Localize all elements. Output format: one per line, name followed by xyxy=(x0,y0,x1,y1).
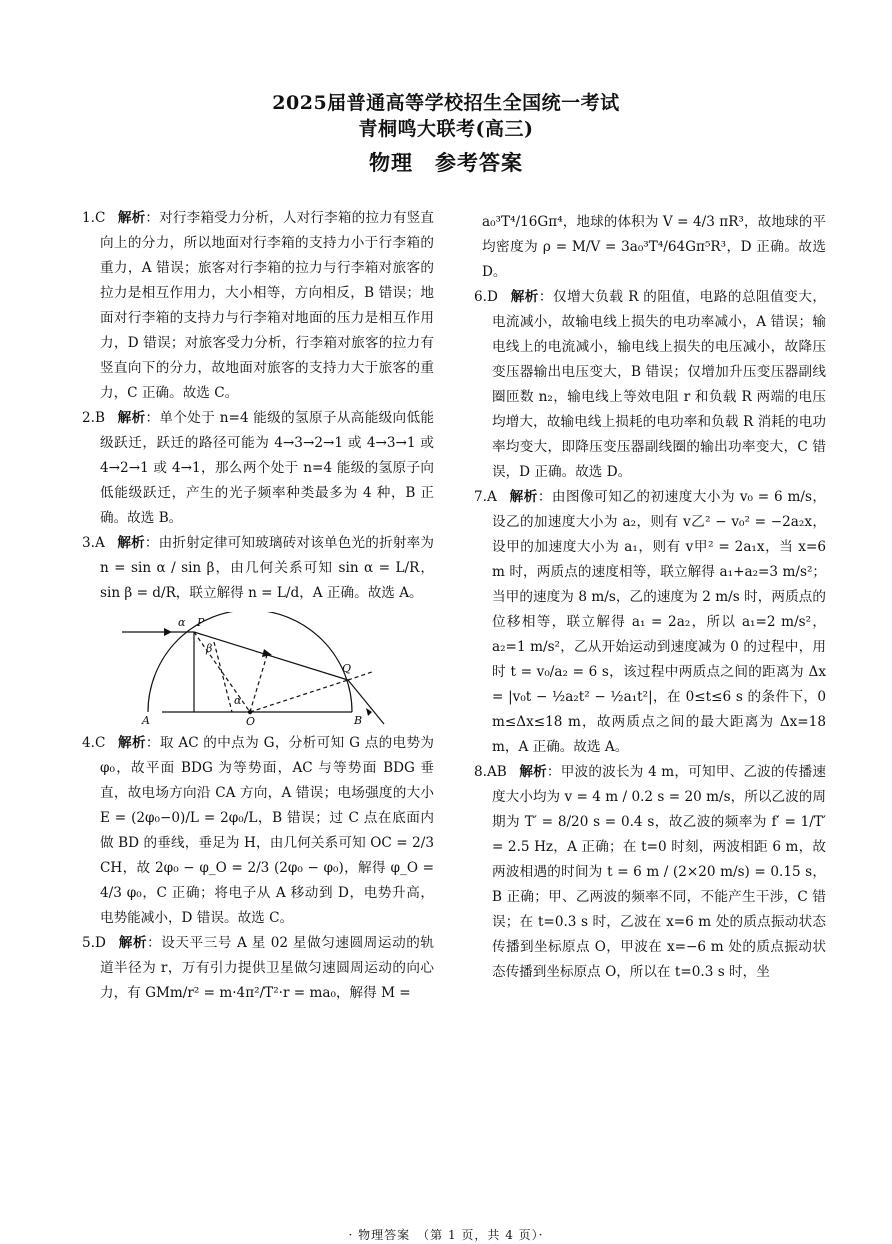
analysis-label: 解析 xyxy=(519,764,547,780)
label-q: Q xyxy=(342,662,352,675)
analysis-label: 解析 xyxy=(118,935,148,951)
arrow-head xyxy=(366,708,372,716)
answer-number: 1.C xyxy=(82,210,106,226)
answer-3 xyxy=(82,531,434,606)
answer-text: ：甲波的波长为 4 m，可知甲、乙波的传播速度大小均为 v = 4 m / 0.2 s = 20 m/s，所以乙波的周期为 T′ = 8/20 s = 0.4 s，故乙波的频率为 f′ = 1/T′ = 2.5 Hz，A 正确；在 t=0 时刻，两波相距 6 m，故两波相遇的时间为 t = 6 m / (2×20 m/s) = 0.15 s，B 正确；甲、乙两波的频率不同，不能产生干涉，C 错误；在 t=0.3 s 时，乙波在 x=6 m 处的质点振动状态传播到坐标原点 O，甲波在 x=−6 m 处的质点振动状态传播到坐标原点 O，所以在 t=0.3 s 时，坐 xyxy=(492,764,826,980)
answer-text: ：取 AC 的中点为 G，分析可知 G 点的电势为 φ₀，故平面 BDG 为等势面，AC 与等势面 BDG 垂直，故电场方向沿 CA 方向，A 错误；电场强度的大小 E = (2φ₀−0)/L = 2φ₀/L，B 错误；过 C 点在底面内做 BD 的垂线，垂足为 H，由几何关系可知 OC = 2/3 CH，故 2φ₀ − φ_O = 2/3 (2φ₀ − φ₀)，解得 φ_O = 4/3 φ₀，C 正确；将电子从 A 移动到 D，电势升高，电势能减小，D 错误。故选 C。 xyxy=(100,735,435,926)
answer-text: ：设天平三号 A 星 02 星做匀速圆周运动的轨道半径为 r，万有引力提供卫星做匀速圆周运动的向心力，有 GMm/r² = m·4π²/T²·r = ma₀，解得 M = xyxy=(100,935,435,1001)
answer-number: 5.D xyxy=(82,935,106,951)
document-header xyxy=(0,90,892,180)
answer-text: ：由图像可知乙的初速度大小为 v₀ = 6 m/s，设乙的加速度大小为 a₂，则有 v乙² − v₀² = −2a₂x，设甲的加速度大小为 a₁，则有 v甲² = 2a₁x，当 x=6 m 时，两质点的速度相等，联立解得 a₁+a₂=3 m/s²；当甲的速度为 8 m/s，乙的速度为 2 m/s 时，两质点的位移相等，联立解得 a₁ = 2a₂，所以 a₁=2 m/s²，a₂=1 m/s²，乙从开始运动到速度减为 0 的过程中，用时 t = v₀/a₂ = 6 s，该过程中两质点之间的距离为 Δx = |v₀t − ½a₂t² − ½a₁t²|，在 0≤t≤6 s 的条件下，0 m≤Δx≤18 m，故两质点之间的最大距离为 Δx=18 m，A 正确。故选 A。 xyxy=(492,489,827,755)
answer-number: 8.AB xyxy=(474,764,507,780)
label-beta: β xyxy=(206,642,213,655)
label-b: B xyxy=(354,714,363,727)
answer-number: 4.C xyxy=(82,735,106,751)
answer-text: ：对行李箱受力分析，人对行李箱的拉力有竖直向上的分力，所以地面对行李箱的支持力小于行李箱的重力，A 错误；旅客对行李箱的拉力与行李箱对旅客的拉力是相互作用力，大小相等，方向相反，B 错误；地面对行李箱的支持力与行李箱对地面的压力是相互作用力，D 错误；对旅客受力分析，行李箱对旅客的拉力有竖直向下的分力，故地面对旅客的支持力大于旅客的重力，C 正确。故选 C。 xyxy=(100,210,435,401)
analysis-label: 解析 xyxy=(117,210,146,226)
label-o: O xyxy=(246,715,256,727)
oq-line xyxy=(250,680,348,712)
analysis-label: 解析 xyxy=(117,410,146,426)
analysis-label: 解析 xyxy=(117,535,145,551)
answer-text: ：由折射定律可知玻璃砖对该单色光的折射率为 n = sin α / sin β，由几何关系可知 sin α = L/R， xyxy=(100,535,435,576)
perpendicular-line xyxy=(250,655,267,712)
answer-5-continued xyxy=(474,210,826,285)
answer-5 xyxy=(82,931,434,1006)
label-alpha-bottom: α xyxy=(234,694,242,707)
label-alpha-top: α xyxy=(178,616,186,629)
answer-text-continued: sin β = d/R，联立解得 n = L/d，A 正确。故选 A。 xyxy=(100,585,423,601)
answer-1 xyxy=(82,206,434,406)
extension-line xyxy=(348,672,372,680)
right-column xyxy=(474,210,826,985)
answer-4 xyxy=(82,731,434,931)
analysis-label: 解析 xyxy=(118,735,146,751)
page-footer: · 物理答案 （第 1 页，共 4 页）· xyxy=(348,1228,544,1242)
answer-number: 2.B xyxy=(82,410,105,426)
answer-2 xyxy=(82,406,434,531)
arrow-head xyxy=(164,628,172,636)
answer-text: a₀³T⁴/16Gπ⁴，地球的体积为 V = 4/3 πR³，故地球的平均密度为 ρ = M/V = 3a₀³T⁴/64Gπ⁵R³，D 正确。故选 D。 xyxy=(482,214,826,280)
left-column xyxy=(82,206,434,1006)
analysis-label: 解析 xyxy=(509,489,538,505)
answer-7 xyxy=(474,485,826,760)
exam-title: 2025届普通高等学校招生全国统一考试 xyxy=(272,92,620,114)
center-point xyxy=(248,710,252,714)
label-a: A xyxy=(142,714,150,727)
answer-key-title: 物理 参考答案 xyxy=(369,150,523,175)
auxiliary-line xyxy=(214,642,232,712)
answer-number: 7.A xyxy=(474,489,497,505)
answer-8 xyxy=(474,760,826,985)
answer-number: 3.A xyxy=(82,535,105,551)
answer-text: ：仅增大负载 R 的阻值，电路的总阻值变大，电流减小，故输电线上损失的电功率减小，A 错误；输电线上的电流减小，输电线上损失的电压减小，故降压变压器输出电压变大，B 错误；仅增加升压变压器副线圈匝数 n₂，输电线上等效电阻 r 和负载 R 两端的电压均增大，故输电线上损耗的电功率和负载 R 消耗的电功率均变大，即降压变压器副线圈的输出功率变大，C 错误，D 正确。故选 D。 xyxy=(492,289,826,480)
answer-6 xyxy=(474,285,826,485)
answer-text: ：单个处于 n=4 能级的氢原子从高能级向低能级跃迁，跃迁的路径可能为 4→3→2→1 或 4→3→1 或 4→2→1 或 4→1，那么两个处于 n=4 能级的氢原子向低能级跃迁，产生的光子频率种类最多为 4 种，B 正确。故选 B。 xyxy=(100,410,435,526)
exam-subtitle: 青桐鸣大联考(高三) xyxy=(358,118,534,140)
answer-number: 6.D xyxy=(474,289,498,305)
analysis-label: 解析 xyxy=(510,289,539,305)
label-p: P xyxy=(197,616,205,629)
refraction-diagram xyxy=(122,612,402,727)
